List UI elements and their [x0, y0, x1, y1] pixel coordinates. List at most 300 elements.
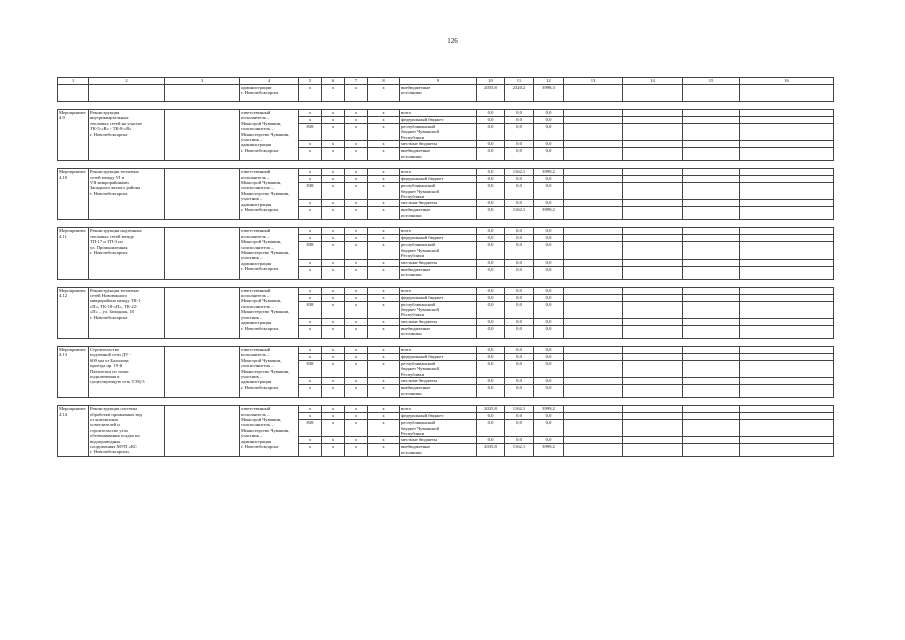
header-col-4: 4 — [240, 78, 299, 85]
cell-c7: х — [345, 413, 368, 420]
cell-c6: х — [322, 406, 345, 413]
empty-cell-13 — [564, 346, 623, 353]
empty-cell-15 — [683, 413, 740, 420]
value-2021: 0,0 — [534, 420, 564, 437]
empty-cell-13 — [564, 353, 623, 360]
source-cell: местные бюджеты — [400, 141, 477, 148]
cell-c8: х — [368, 301, 400, 318]
value-2020: 0,0 — [505, 200, 534, 207]
header-col-15: 15 — [683, 78, 740, 85]
name-cell: Реконструкция надземных тепловых сетей между ТП-17 и ТП-3 по ул. Промышленная г. Новочебоксарска — [89, 228, 165, 279]
empty-cell-14 — [623, 406, 683, 413]
cell-c5: х — [299, 406, 322, 413]
empty-cell-13 — [564, 148, 623, 161]
empty-cell-15 — [683, 117, 740, 124]
empty-cell-15 — [683, 259, 740, 266]
source-cell: внебюджетные источники — [400, 266, 477, 279]
value-2021: 3999,2 — [534, 444, 564, 457]
value-2019: 0,0 — [477, 117, 505, 124]
empty-cell-13 — [564, 183, 623, 200]
value-2019: 0,0 — [477, 360, 505, 377]
empty-cell-14 — [623, 148, 683, 161]
empty-cell-15 — [683, 325, 740, 338]
cell-c7: х — [345, 148, 368, 161]
event-cell: Мероприятие 4.12 — [58, 287, 89, 338]
group-separator — [58, 102, 834, 110]
empty-cell-14 — [623, 413, 683, 420]
table-row — [58, 169, 834, 176]
continuation-row — [58, 85, 834, 102]
header-row — [58, 78, 834, 85]
value-2021: 0,0 — [534, 148, 564, 161]
header-col-8: 8 — [368, 78, 400, 85]
header-col-13: 13 — [564, 78, 623, 85]
cell-c5: х — [299, 228, 322, 235]
cell-c5: х — [299, 413, 322, 420]
empty-cell-13 — [564, 360, 623, 377]
empty-cell-15 — [683, 353, 740, 360]
cell-c5: х — [299, 346, 322, 353]
cell-c8: х — [368, 378, 400, 385]
cell-c6: х — [322, 124, 345, 141]
empty-cell-13 — [564, 117, 623, 124]
empty-cell-15 — [683, 301, 740, 318]
cell-c7: х — [345, 385, 368, 398]
cell-c6: х — [322, 287, 345, 294]
cell-c7: х — [345, 85, 368, 102]
value-2019: 0,0 — [477, 266, 505, 279]
empty-cell-13 — [564, 318, 623, 325]
empty-cell-16 — [740, 141, 834, 148]
cell-c7: х — [345, 301, 368, 318]
cell-c8: х — [368, 266, 400, 279]
cell-c5: х — [299, 325, 322, 338]
empty-cell-14 — [623, 301, 683, 318]
value-2020: 0,0 — [505, 325, 534, 338]
value-2021: 0,0 — [534, 360, 564, 377]
cell-c5: х — [299, 85, 322, 102]
cell-c5: х — [299, 378, 322, 385]
cell-c5: х — [299, 444, 322, 457]
value-2019: 0,0 — [477, 228, 505, 235]
value-2019: 0,0 — [477, 242, 505, 259]
cell-c6: х — [322, 200, 345, 207]
source-cell: федеральный бюджет — [400, 176, 477, 183]
group-separator — [58, 161, 834, 169]
empty-cell-15 — [683, 385, 740, 398]
group-separator — [58, 220, 834, 228]
goal-cell — [165, 287, 240, 338]
table-row — [58, 287, 834, 294]
cell-c8: х — [368, 325, 400, 338]
cell-c7: х — [345, 420, 368, 437]
value-2019: 2035,8 — [477, 406, 505, 413]
value-2020: 0,0 — [505, 346, 534, 353]
cell-c7: х — [345, 346, 368, 353]
empty-cell-14 — [623, 378, 683, 385]
empty-cell-16 — [740, 301, 834, 318]
header-col-1: 1 — [58, 78, 89, 85]
cell-c6: х — [322, 259, 345, 266]
value-2019: 0,0 — [477, 110, 505, 117]
empty-cell-16 — [740, 346, 834, 353]
empty-cell-14 — [623, 437, 683, 444]
value-2020: 0,0 — [505, 437, 534, 444]
cell-c6: х — [322, 235, 345, 242]
executor-cell: ответственный исполнитель – Минстрой Чувашии, соисполнитель – Министерство Чувашии, участник – администрация г. Новочебоксарска — [240, 228, 299, 279]
cell-c7: х — [345, 200, 368, 207]
value-2020: 0,0 — [505, 266, 534, 279]
empty-cell-13 — [564, 294, 623, 301]
empty-cell-16 — [740, 437, 834, 444]
value-2019: 0,0 — [477, 301, 505, 318]
cell-c7: х — [345, 207, 368, 220]
cell-c5: 838 — [299, 301, 322, 318]
value-2019: 0,0 — [477, 294, 505, 301]
value-2021: 0,0 — [534, 183, 564, 200]
cell-c7: х — [345, 183, 368, 200]
value-2020: 0,0 — [505, 413, 534, 420]
executor-cell: ответственный исполнитель – Минстрой Чувашии, соисполнитель – Министерство Чувашии, участник – администрация г. Новочебоксарска — [240, 287, 299, 338]
empty-cell-13 — [564, 301, 623, 318]
source-cell: республиканский бюджет Чувашской Республики — [400, 242, 477, 259]
cell-c8: х — [368, 406, 400, 413]
empty-cell-16 — [740, 444, 834, 457]
cell-c6: х — [322, 301, 345, 318]
value-2020: 1162,1 — [505, 207, 534, 220]
cell-c8: х — [368, 360, 400, 377]
cell-c6: х — [322, 141, 345, 148]
table-row — [58, 110, 834, 117]
header-col-7: 7 — [345, 78, 368, 85]
cell-c5: х — [299, 235, 322, 242]
cell-c7: х — [345, 378, 368, 385]
name-cell: Реконструкция системы обработки промывных вод от контактных осветлителей и строительство узла обезвоживания осадка на водопроводных сооружениях МУП «КС г. Новочебоксарска» — [89, 406, 165, 457]
name-cell: Строительство подземной сети ДУ - 600 мм от Бахилова проезда пр. 19-й Пятилетки по точке подключения в существующую сеть ТЭЦ-3 — [89, 346, 165, 397]
cell-c7: х — [345, 353, 368, 360]
cell-c7: х — [345, 294, 368, 301]
goal-cell — [165, 110, 240, 161]
empty-cell-14 — [623, 200, 683, 207]
executor-cell: ответственный исполнитель – Минстрой Чувашии, соисполнитель – Министерство Чувашии, участник – администрация г. Новочебоксарска — [240, 406, 299, 457]
value-2020: 1162,1 — [505, 444, 534, 457]
source-cell: республиканский бюджет Чувашской Республики — [400, 301, 477, 318]
goal-cell — [165, 228, 240, 279]
cell-c8: х — [368, 228, 400, 235]
value-2020: 0,0 — [505, 228, 534, 235]
cell-c6: х — [322, 378, 345, 385]
value-2019: 0,0 — [477, 235, 505, 242]
empty-cell-16 — [740, 207, 834, 220]
value-2020: 2320,2 — [505, 85, 534, 102]
cell-c6: х — [322, 228, 345, 235]
value-2020: 0,0 — [505, 385, 534, 398]
cell-c8: х — [368, 207, 400, 220]
name-cell: Реконструкция тепловых сетей Новоюжного микрорайона между ТК-1 «П», ТК-18-«П», ТК-22- «П» – ул. Западная, 18 г. Новочебоксарска — [89, 287, 165, 338]
cell-c5: х — [299, 259, 322, 266]
value-2019: 0,0 — [477, 176, 505, 183]
header-col-6: 6 — [322, 78, 345, 85]
value-2021: 3999,2 — [534, 406, 564, 413]
table-row — [58, 346, 834, 353]
executor-cell: ответственный исполнитель – Минстрой Чувашии, соисполнитель – Министерство Чувашии, участник – администрация г. Новочебоксарска — [240, 346, 299, 397]
cell-c5: х — [299, 110, 322, 117]
empty-cell-13 — [564, 420, 623, 437]
goal-cell — [165, 406, 240, 457]
empty-cell-13 — [564, 176, 623, 183]
cell-c6: х — [322, 385, 345, 398]
value-2020: 0,0 — [505, 420, 534, 437]
header-col-3: 3 — [165, 78, 240, 85]
empty-cell-13 — [564, 287, 623, 294]
empty-cell-14 — [623, 346, 683, 353]
value-2021: 0,0 — [534, 110, 564, 117]
empty-cell-13 — [564, 124, 623, 141]
empty-cell-13 — [564, 141, 623, 148]
event-cell: Мероприятие 4.11 — [58, 228, 89, 279]
cell-c8: х — [368, 259, 400, 266]
empty-cell-15 — [683, 378, 740, 385]
cell-c6: х — [322, 266, 345, 279]
cell-c7: х — [345, 110, 368, 117]
cell-c5: 838 — [299, 360, 322, 377]
empty-cell-16 — [740, 318, 834, 325]
value-2021: 0,0 — [534, 176, 564, 183]
cell-c6: х — [322, 148, 345, 161]
group-separator — [58, 398, 834, 406]
cell-c7: х — [345, 437, 368, 444]
value-2019: 0,0 — [477, 378, 505, 385]
source-cell: всего — [400, 346, 477, 353]
cell-c8: х — [368, 346, 400, 353]
cell-c8: х — [368, 385, 400, 398]
cell-c6: х — [322, 318, 345, 325]
empty-cell-14 — [623, 259, 683, 266]
header-col-5: 5 — [299, 78, 322, 85]
value-2021: 0,0 — [534, 437, 564, 444]
empty-cell-16 — [740, 420, 834, 437]
cell-c6: х — [322, 242, 345, 259]
empty-cell-16 — [740, 353, 834, 360]
empty-cell-13 — [564, 110, 623, 117]
table-row — [58, 228, 834, 235]
source-cell: республиканский бюджет Чувашской Республики — [400, 124, 477, 141]
value-2019: 0,0 — [477, 259, 505, 266]
empty-cell-15 — [683, 437, 740, 444]
executor-cell: администрации г. Новочебоксарска — [240, 85, 299, 102]
empty-cell-16 — [740, 294, 834, 301]
value-2021: 0,0 — [534, 242, 564, 259]
empty-cell-13 — [564, 325, 623, 338]
empty-cell-15 — [683, 207, 740, 220]
value-2020: 0,0 — [505, 117, 534, 124]
cell-c8: х — [368, 141, 400, 148]
empty-cell-15 — [683, 124, 740, 141]
empty-cell-16 — [740, 176, 834, 183]
source-cell: внебюджетные источники — [400, 148, 477, 161]
empty-cell-16 — [740, 183, 834, 200]
empty-cell-16 — [740, 406, 834, 413]
empty-cell-14 — [623, 207, 683, 220]
empty-cell-13 — [564, 437, 623, 444]
empty-cell-15 — [683, 444, 740, 457]
value-2020: 0,0 — [505, 141, 534, 148]
empty-cell-15 — [683, 266, 740, 279]
empty-cell-15 — [683, 228, 740, 235]
empty-cell-14 — [623, 266, 683, 279]
group-separator — [58, 338, 834, 346]
empty-cell-15 — [683, 346, 740, 353]
value-2021: 3998,3 — [534, 85, 564, 102]
cell-c6: х — [322, 176, 345, 183]
cell-c8: х — [368, 124, 400, 141]
cell-c6: х — [322, 183, 345, 200]
cell-c8: х — [368, 353, 400, 360]
cell-c8: х — [368, 117, 400, 124]
value-2021: 0,0 — [534, 228, 564, 235]
value-2020: 0,0 — [505, 148, 534, 161]
value-2021: 0,0 — [534, 287, 564, 294]
empty-cell-15 — [683, 420, 740, 437]
cell-c7: х — [345, 117, 368, 124]
source-cell: внебюджетные источники — [400, 325, 477, 338]
cell-c6: х — [322, 360, 345, 377]
cell-c5: х — [299, 117, 322, 124]
source-cell: федеральный бюджет — [400, 294, 477, 301]
empty-cell-16 — [740, 169, 834, 176]
cell-c7: х — [345, 287, 368, 294]
empty-cell-13 — [564, 235, 623, 242]
empty-cell-14 — [623, 242, 683, 259]
source-cell: республиканский бюджет Чувашской Республики — [400, 420, 477, 437]
cell-c5: х — [299, 294, 322, 301]
source-cell: местные бюджеты — [400, 259, 477, 266]
source-cell: местные бюджеты — [400, 200, 477, 207]
value-2021: 0,0 — [534, 301, 564, 318]
cell-c8: х — [368, 444, 400, 457]
cell-c8: х — [368, 183, 400, 200]
value-2021: 0,0 — [534, 259, 564, 266]
value-2021: 3999,2 — [534, 207, 564, 220]
cell-c8: х — [368, 294, 400, 301]
value-2020: 0,0 — [505, 183, 534, 200]
source-cell: республиканский бюджет Чувашской Республики — [400, 183, 477, 200]
cell-c5: х — [299, 437, 322, 444]
cell-c7: х — [345, 444, 368, 457]
empty-cell-13 — [564, 259, 623, 266]
value-2020: 0,0 — [505, 110, 534, 117]
value-2020: 0,0 — [505, 259, 534, 266]
cell-c5: 838 — [299, 183, 322, 200]
cell-c8: х — [368, 413, 400, 420]
empty-cell-15 — [683, 183, 740, 200]
value-2020: 0,0 — [505, 301, 534, 318]
empty-cell-14 — [623, 176, 683, 183]
empty-cell-13 — [564, 378, 623, 385]
header-col-2: 2 — [89, 78, 165, 85]
empty-cell-14 — [623, 124, 683, 141]
empty-cell-16 — [740, 110, 834, 117]
executor-cell: ответственный исполнитель – Минстрой Чувашии, соисполнитель – Министерство Чувашии, участник – администрация г. Новочебоксарска — [240, 169, 299, 220]
value-2019: 2035,8 — [477, 85, 505, 102]
cell-c7: х — [345, 360, 368, 377]
cell-c5: х — [299, 385, 322, 398]
empty-cell-13 — [564, 242, 623, 259]
cell-c5: 838 — [299, 242, 322, 259]
value-2019: 0,0 — [477, 148, 505, 161]
cell-c7: х — [345, 406, 368, 413]
empty-cell-13 — [564, 444, 623, 457]
cell-c6: х — [322, 420, 345, 437]
empty-cell-15 — [683, 235, 740, 242]
value-2019: 0,0 — [477, 200, 505, 207]
empty-cell-15 — [683, 242, 740, 259]
cell-c6: х — [322, 413, 345, 420]
source-cell: федеральный бюджет — [400, 235, 477, 242]
cell-c8: х — [368, 148, 400, 161]
empty-cell-14 — [623, 420, 683, 437]
empty-cell-14 — [623, 169, 683, 176]
empty-cell-15 — [683, 318, 740, 325]
value-2019: 0,0 — [477, 169, 505, 176]
cell-c6: х — [322, 444, 345, 457]
source-cell: всего — [400, 110, 477, 117]
value-2020: 1162,1 — [505, 169, 534, 176]
header-col-16: 16 — [740, 78, 834, 85]
cell-c5: 838 — [299, 124, 322, 141]
cell-c7: х — [345, 124, 368, 141]
empty-cell-14 — [623, 294, 683, 301]
empty-cell-13 — [564, 413, 623, 420]
cell-c5: х — [299, 169, 322, 176]
value-2019: 0,0 — [477, 287, 505, 294]
empty-cell-16 — [740, 148, 834, 161]
group-separator — [58, 279, 834, 287]
empty-cell-14 — [623, 228, 683, 235]
program-table — [57, 77, 834, 457]
value-2021: 0,0 — [534, 117, 564, 124]
value-2020: 0,0 — [505, 378, 534, 385]
cell-c7: х — [345, 318, 368, 325]
empty-cell-15 — [683, 148, 740, 161]
cell-c5: х — [299, 318, 322, 325]
goal-cell — [165, 169, 240, 220]
value-2020: 0,0 — [505, 294, 534, 301]
value-2020: 1162,1 — [505, 406, 534, 413]
value-2020: 0,0 — [505, 124, 534, 141]
empty-cell-16 — [740, 242, 834, 259]
value-2020: 0,0 — [505, 318, 534, 325]
cell-c5: х — [299, 207, 322, 220]
empty-cell-16 — [740, 287, 834, 294]
value-2019: 0,0 — [477, 346, 505, 353]
empty-cell-13 — [564, 406, 623, 413]
cell-c8: х — [368, 85, 400, 102]
cell-c7: х — [345, 235, 368, 242]
empty-cell-15 — [683, 287, 740, 294]
cell-c5: х — [299, 287, 322, 294]
empty-cell-15 — [683, 406, 740, 413]
name-cell: Реконструкция внутриквартальных тепловых сетей на участке ТК-5-«В» - ТК-8-«В» г. Новочебоксарска — [89, 110, 165, 161]
value-2021: 3999,2 — [534, 169, 564, 176]
empty-cell-14 — [623, 117, 683, 124]
empty-cell-16 — [740, 360, 834, 377]
empty-cell-14 — [623, 385, 683, 398]
empty-cell-15 — [683, 294, 740, 301]
empty-cell-16 — [740, 228, 834, 235]
cell-c6: х — [322, 85, 345, 102]
value-2020: 0,0 — [505, 353, 534, 360]
